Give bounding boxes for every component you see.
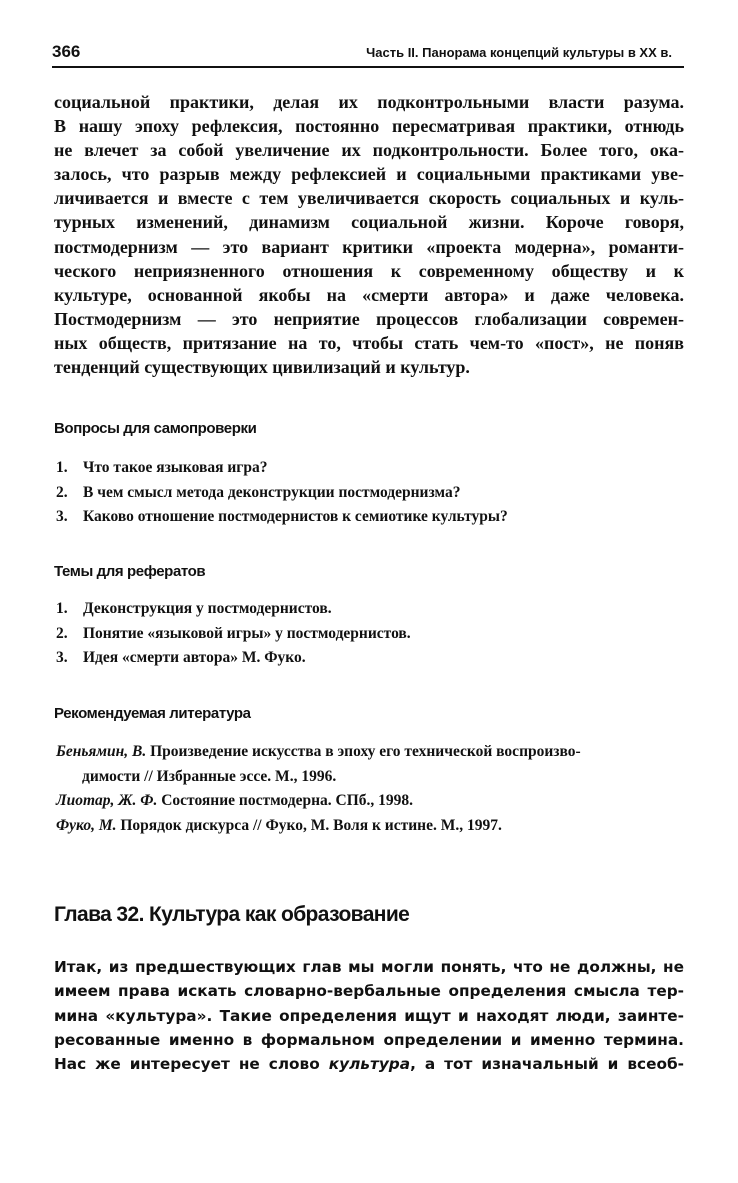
paragraph-line: социальной практики, делая их подконтрольными власти разума. bbox=[54, 92, 684, 112]
page-number: 366 bbox=[52, 42, 81, 61]
item-number: 1. bbox=[56, 600, 68, 617]
reference-continuation: димости // Избранные эссе. М., 1996. bbox=[82, 767, 337, 785]
paragraph-line: турных изменений, динамизм социальной жизни. Короче говоря, bbox=[54, 212, 684, 233]
running-title: Часть II. Панорама концепций культуры в XX в. bbox=[366, 45, 672, 60]
list-item bbox=[56, 505, 696, 530]
item-text: Деконструкция у постмодернистов. bbox=[83, 600, 332, 617]
reference-entry bbox=[56, 740, 688, 789]
paragraph-line: личивается и вместе с тем увеличивается скорость социальных и куль- bbox=[54, 188, 684, 209]
page-header bbox=[52, 42, 684, 68]
body-paragraph bbox=[54, 90, 684, 379]
topics-list bbox=[56, 597, 696, 671]
paragraph-line: В нашу эпоху рефлексия, постоянно пересматривая практики, отнюдь bbox=[54, 116, 684, 137]
list-item bbox=[56, 597, 696, 622]
chapter-title: Глава 32. Культура как образование bbox=[54, 903, 410, 926]
list-item bbox=[56, 646, 696, 671]
item-number: 3. bbox=[56, 649, 68, 666]
list-item bbox=[56, 481, 696, 506]
list-item bbox=[56, 622, 696, 647]
item-text: Идея «смерти автора» М. Фуко. bbox=[83, 649, 306, 666]
paragraph-line bbox=[54, 1052, 684, 1076]
paragraph-line: ресованные именно в формальном определении и именно термина. bbox=[54, 1030, 684, 1049]
literature-heading: Рекомендуемая литература bbox=[54, 705, 251, 722]
paragraph-line: культуре, основанной якобы на «смерти автора» и даже человека. bbox=[54, 284, 684, 305]
paragraph-line: ческого неприязненного отношения к современному обществу и к bbox=[54, 260, 684, 281]
paragraph-line: залось, что разрыв между рефлексией и социальными практиками уве- bbox=[54, 164, 684, 185]
item-number: 3. bbox=[56, 508, 68, 525]
questions-list bbox=[56, 456, 696, 530]
item-text: Понятие «языковой игры» у постмодернистов. bbox=[83, 624, 411, 642]
item-text: В чем смысл метода деконструкции постмодернизма? bbox=[83, 483, 461, 501]
reference-text: Произведение искусства в эпоху его технической воспроизво- bbox=[146, 743, 581, 760]
reference-text: Состояние постмодерна. СПб., 1998. bbox=[157, 792, 414, 809]
paragraph-line: ных обществ, притязание на то, чтобы стать чем-то «пост», не поняв bbox=[54, 332, 684, 353]
literature-list bbox=[56, 740, 688, 838]
reference-text: Порядок дискурса // Фуко, М. Воля к истине. М., 1997. bbox=[116, 816, 502, 834]
reference-author: Беньямин, В. bbox=[56, 743, 147, 760]
reference-author: Фуко, М. bbox=[56, 816, 117, 834]
paragraph-line: не влечет за собой увеличение их подконтрольности. Более того, ока- bbox=[54, 140, 684, 161]
list-item bbox=[56, 456, 696, 481]
paragraph-line: тенденций существующих цивилизаций и культур. bbox=[54, 357, 470, 378]
paragraph-line: Постмодернизм — это неприятие процессов глобализации современ- bbox=[54, 308, 684, 329]
line-text: Нас же интересует не слово bbox=[54, 1055, 329, 1074]
item-number: 1. bbox=[56, 459, 68, 476]
paragraph-line: Итак, из предшествующих глав мы могли понять, что не должны, не bbox=[54, 958, 684, 976]
item-number: 2. bbox=[56, 624, 68, 642]
chapter-paragraph bbox=[54, 955, 684, 1076]
topics-heading: Темы для рефератов bbox=[54, 563, 206, 580]
questions-heading: Вопросы для самопроверки bbox=[54, 420, 257, 437]
paragraph-line: постмодернизм — это вариант критики «проекта модерна», романти- bbox=[54, 236, 684, 257]
reference-author: Лиотар, Ж. Ф. bbox=[56, 792, 158, 809]
reference-entry bbox=[56, 789, 688, 814]
paragraph-line: имеем права искать словарно-вербальные определения смысла тер- bbox=[54, 982, 684, 1001]
item-number: 2. bbox=[56, 483, 68, 501]
italic-term: культура bbox=[328, 1055, 411, 1074]
line-text: , а тот изначальный и всеоб- bbox=[410, 1055, 685, 1074]
item-text: Каково отношение постмодернистов к семиотике культуры? bbox=[83, 508, 508, 525]
item-text: Что такое языковая игра? bbox=[83, 459, 268, 476]
paragraph-line: мина «культура». Такие определения ищут и находят люди, заинте- bbox=[54, 1006, 684, 1025]
reference-entry bbox=[56, 814, 688, 839]
